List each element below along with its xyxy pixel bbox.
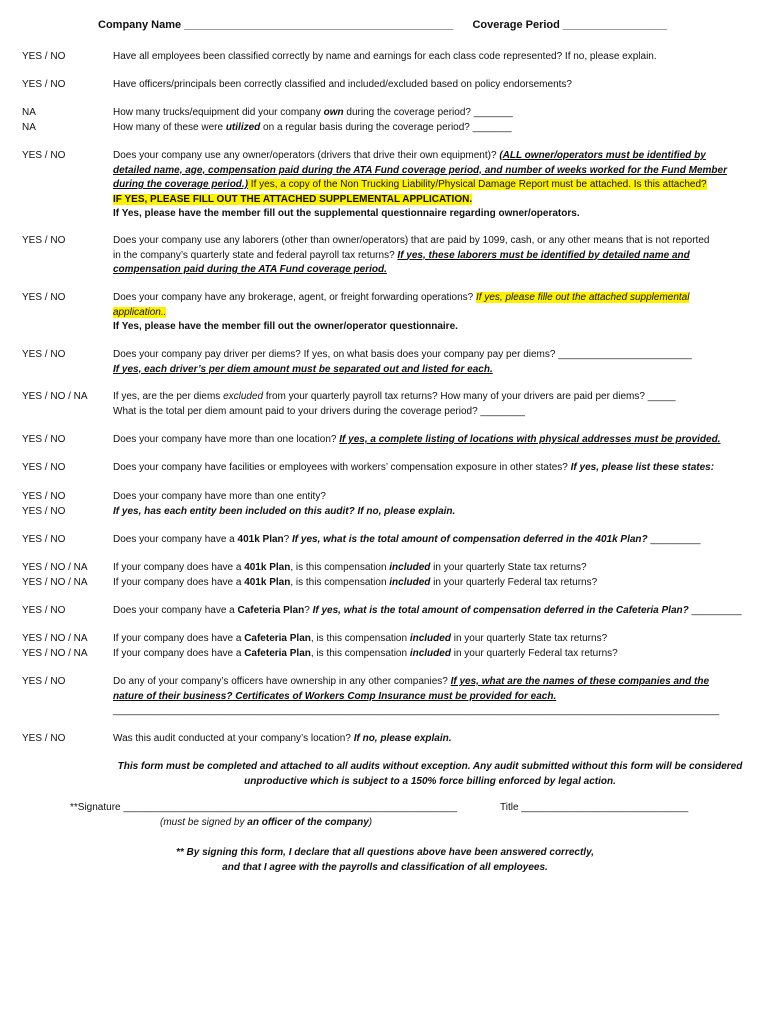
- title-field[interactable]: Title ______________________________: [500, 802, 689, 813]
- question-text: Does your company pay driver per diems? If yes, on what basis does your company pay per diems? ________________________ If yes, each driver’s per diem amount must be separated out and listed for each.: [113, 349, 692, 375]
- question-text: If your company does have a Cafeteria Plan, is this compensation included in your quarterly State tax returns? If your company does have a Cafeteria Plan, is this compensation included in your quarterly Federal tax returns?: [113, 633, 618, 659]
- signature-note: (must be signed by an officer of the company): [160, 817, 373, 828]
- question-text: Does your company use any owner/operators (drivers that drive their own equipment)? (ALL owner/operators must be identified by detailed name, age, compensation paid during the ATA Fund coverage period, and number of weeks worked for the Fund Member during the coverage period.) If yes, a copy of the Non Trucking Liability/Physical Damage Report must be attached. Is this attached? IF YES, PLEASE FILL OUT THE ATTACHED SUPPLEMENTAL APPLICATION. If Yes, please have the member fill out the supplemental questionnaire regarding owner/operators.: [113, 150, 727, 219]
- form-header: [98, 19, 683, 31]
- answer-choice[interactable]: YES / NO YES / NO: [22, 491, 66, 517]
- question-text: Does your company have facilities or employees with workers’ compensation exposure in other states? If yes, please list these states:: [113, 462, 715, 473]
- question-text: If your company does have a 401k Plan, is this compensation included in your quarterly State tax returns? If your company does have a 401k Plan, is this compensation included in your quarterly Federal tax returns?: [113, 562, 598, 588]
- declaration-statement: ** By signing this form, I declare that all questions above have been answered correctly, and that I agree with the payrolls and classification of all employees.: [175, 847, 595, 873]
- completion-notice: This form must be completed and attached to all audits without exception. Any audit submitted without this form will be considered unproductive which is subject to a 150% force billing enforced by legal action.: [117, 761, 743, 787]
- company-name-field[interactable]: Company Name ____________________________________________: [98, 19, 454, 31]
- answer-choice[interactable]: YES / NO: [22, 51, 66, 62]
- question-text: Does your company have more than one entity? If yes, has each entity been included on this audit? If no, please explain.: [113, 491, 456, 517]
- question-text: If yes, are the per diems excluded from your quarterly payroll tax returns? How many of your drivers are paid per diems? _____ What is the total per diem amount paid to your drivers during the coverage period? ________: [113, 391, 676, 417]
- question-text: Does your company have a 401k Plan? If yes, what is the total amount of compensation deferred in the 401k Plan? _________: [113, 534, 701, 545]
- answer-choice[interactable]: YES / NO: [22, 150, 66, 161]
- question-text: How many trucks/equipment did your company own during the coverage period? _______ How many of these were utilized on a regular basis during the coverage period? _______: [113, 107, 513, 133]
- question-text: Does your company have any brokerage, agent, or freight forwarding operations? If yes, please fille out the attached supplemental application.. If Yes, please have the member fill out the owner/operator questionnaire.: [113, 292, 690, 332]
- question-text: Does your company use any laborers (other than owner/operators) that are paid by 1099, cash, or any other means that is not reported in the company’s quarterly state and federal payroll tax returns? If yes, these laborers must be identified by detailed name and compensation paid during the ATA Fund coverage period.: [113, 235, 710, 275]
- question-text: Does your company have more than one location? If yes, a complete listing of locations with physical addresses must be provided.: [113, 434, 721, 445]
- answer-choice[interactable]: YES / NO: [22, 79, 66, 90]
- answer-line[interactable]: _____________________________________________________________________________________________________________: [113, 705, 720, 716]
- answer-choice[interactable]: YES / NO: [22, 534, 66, 545]
- question-text: Was this audit conducted at your company’s location? If no, please explain.: [113, 733, 452, 744]
- question-text: Have officers/principals been correctly classified and included/excluded based on policy endorsements?: [113, 79, 572, 90]
- answer-choice[interactable]: YES / NO: [22, 462, 66, 473]
- signature-field[interactable]: **Signature ____________________________________________________________: [70, 802, 458, 813]
- answer-choice[interactable]: YES / NO: [22, 733, 66, 744]
- answer-choice[interactable]: NA NA: [22, 107, 36, 133]
- answer-choice[interactable]: YES / NO: [22, 292, 66, 303]
- answer-choice[interactable]: YES / NO: [22, 676, 66, 687]
- answer-choice[interactable]: YES / NO: [22, 349, 66, 360]
- answer-choice[interactable]: YES / NO / NA YES / NO / NA: [22, 562, 88, 588]
- coverage-period-field[interactable]: Coverage Period _________________: [472, 19, 667, 31]
- answer-choice[interactable]: YES / NO: [22, 434, 66, 445]
- answer-choice[interactable]: YES / NO: [22, 605, 66, 616]
- answer-choice[interactable]: YES / NO / NA YES / NO / NA: [22, 633, 88, 659]
- question-text: Do any of your company’s officers have ownership in any other companies? If yes, what are the names of these companies and the nature of their business? Certificates of Workers Comp Insurance must be provided for each. _____________________________________________________________________________________________________________: [113, 675, 738, 719]
- question-text: Have all employees been classified correctly by name and earnings for each class code represented? If no, please explain.: [113, 51, 657, 62]
- answer-choice[interactable]: YES / NO / NA: [22, 391, 88, 402]
- answer-choice[interactable]: YES / NO: [22, 235, 66, 246]
- question-text: Does your company have a Cafeteria Plan? If yes, what is the total amount of compensation deferred in the Cafeteria Plan? _________: [113, 605, 742, 616]
